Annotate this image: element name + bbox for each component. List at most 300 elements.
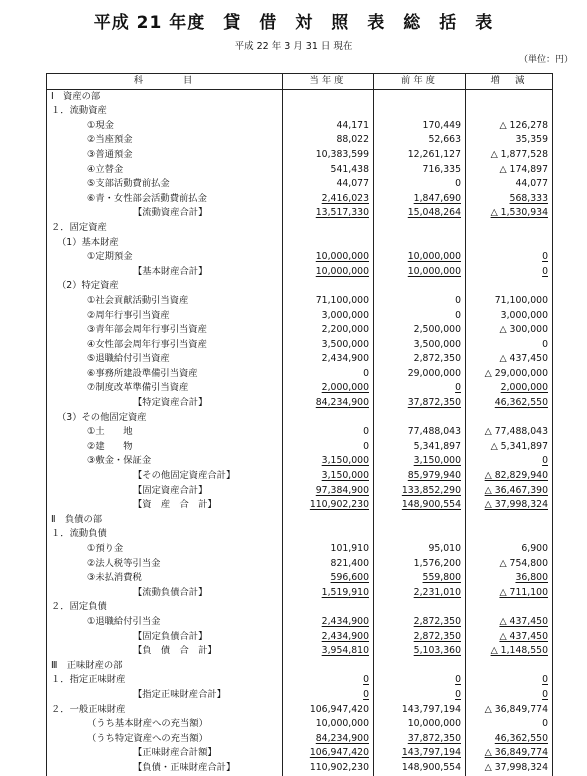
current-year-value [283,454,374,469]
change-value [466,206,553,221]
change-value-text: 46,362,550 [494,732,548,744]
current-year-value-text: 13,517,330 [315,207,369,219]
previous-year-value [374,163,466,178]
change-value-text: 2,000,000 [500,382,548,394]
change-value [466,265,553,280]
previous-year-value-text: 0 [455,688,461,700]
change-value-text: 0 [542,338,548,350]
current-year-value [283,119,374,134]
previous-year-value-text: 0 [455,178,461,190]
account-label: 【負 債 合 計】 [47,644,283,659]
current-year-value [283,513,374,528]
current-year-value-text: 44,077 [336,178,369,190]
previous-year-value [374,119,466,134]
table-row [47,557,553,572]
change-value [466,425,553,440]
account-label: 【特定資産合計】 [47,396,283,411]
change-value [466,469,553,484]
previous-year-value [374,600,466,615]
previous-year-value-text: 148,900,554 [401,499,461,511]
table-row [47,717,553,732]
account-label: ③敷金・保証金 [47,454,283,469]
table-row [47,236,553,251]
change-value [466,381,553,396]
change-value [466,688,553,703]
previous-year-value-text: 3,500,000 [413,338,461,350]
current-year-value-text: 0 [363,426,369,438]
change-value-text: 71,100,000 [494,294,548,306]
account-label: ⑤退職給付引当資産 [47,352,283,367]
change-value [466,586,553,601]
current-year-value [283,571,374,586]
account-label: 【固定負債合計】 [47,630,283,645]
account-label: （1）基本財産 [47,236,283,251]
previous-year-value [374,206,466,221]
change-value [466,338,553,353]
current-year-value [283,761,374,776]
previous-year-value [374,673,466,688]
account-label: 【流動負債合計】 [47,586,283,601]
table-row [47,673,553,688]
document-date: 平成 22 年 3 月 31 日 現在 [234,41,353,52]
account-label: （2）特定資産 [47,279,283,294]
previous-year-value [374,309,466,324]
previous-year-value-text: 0 [455,309,461,321]
table-row [47,250,553,265]
table-row [47,513,553,528]
table-row [47,352,553,367]
previous-year-value-text: 2,872,350 [413,615,461,627]
account-label: ③未払消費税 [47,571,283,586]
change-value [466,352,553,367]
change-value-text: 36,800 [515,572,548,584]
previous-year-value-text: 37,872,350 [407,397,461,409]
change-value [466,659,553,674]
table-row [47,206,553,221]
current-year-value-text: 101,910 [330,543,369,554]
current-year-value-text: 3,500,000 [321,338,369,350]
previous-year-value [374,513,466,528]
previous-year-value [374,89,466,104]
previous-year-value [374,265,466,280]
previous-year-value [374,104,466,119]
change-value-text: △ 437,450 [499,353,548,365]
current-year-value [283,717,374,732]
previous-year-value-text: 37,872,350 [407,732,461,744]
change-value [466,396,553,411]
current-year-value [283,250,374,265]
table-row [47,688,553,703]
change-value [466,746,553,761]
change-value-text: 6,900 [521,543,548,554]
current-year-value [283,586,374,601]
change-value [466,440,553,455]
current-year-value [283,440,374,455]
current-year-value [283,732,374,747]
header-previous-year: 前年度 [374,74,466,90]
current-year-value-text: 10,000,000 [315,718,369,730]
table-row [47,221,553,236]
change-value [466,367,553,382]
account-label: ２．固定負債 [47,600,283,615]
table-row [47,148,553,163]
previous-year-value [374,352,466,367]
account-label: Ⅲ 正味財産の部 [47,659,283,674]
change-value-text: 0 [542,718,548,730]
previous-year-value [374,411,466,426]
previous-year-value [374,484,466,499]
current-year-value [283,367,374,382]
previous-year-value [374,323,466,338]
change-value [466,279,553,294]
current-year-value-text: 0 [363,440,369,452]
change-value [466,571,553,586]
table-row [47,630,553,645]
previous-year-value-text: 29,000,000 [407,367,461,379]
current-year-value [283,673,374,688]
header-current-year: 当年度 [283,74,374,90]
table-row [47,265,553,280]
change-value-text: △ 1,530,934 [490,207,548,219]
account-label: ②当座預金 [47,133,283,148]
change-value-text: △ 77,488,043 [484,426,548,438]
previous-year-value [374,615,466,630]
account-label: Ⅱ 負債の部 [47,513,283,528]
current-year-value-text: 2,434,900 [321,615,369,627]
table-row [47,133,553,148]
change-value [466,323,553,338]
change-value [466,484,553,499]
previous-year-value [374,527,466,542]
current-year-value [283,425,374,440]
current-year-value-text: 44,171 [336,119,369,131]
current-year-value-text: 2,200,000 [321,324,369,336]
current-year-value [283,688,374,703]
previous-year-value-text: 1,847,690 [413,192,461,204]
previous-year-value-text: 143,797,194 [401,703,461,715]
table-row [47,659,553,674]
current-year-value [283,484,374,499]
current-year-value [283,498,374,513]
change-value [466,513,553,528]
account-label: ⑥青・女性部会活動費前払金 [47,192,283,207]
previous-year-value [374,425,466,440]
previous-year-value-text: 170,449 [422,119,461,131]
current-year-value-text: 84,234,900 [315,732,369,744]
previous-year-value-text: 716,335 [422,163,461,175]
account-label: 【流動資産合計】 [47,206,283,221]
change-value [466,703,553,718]
previous-year-value [374,761,466,776]
table-row [47,309,553,324]
previous-year-value [374,630,466,645]
table-row [47,104,553,119]
previous-year-value [374,571,466,586]
table-row [47,411,553,426]
previous-year-value-text: 12,261,127 [407,148,461,160]
previous-year-value-text: 77,488,043 [407,426,461,438]
account-label: 【資 産 合 計】 [47,498,283,513]
balance-sheet-table [46,73,553,776]
change-value [466,454,553,469]
previous-year-value [374,659,466,674]
current-year-value-text: 2,416,023 [321,192,369,204]
previous-year-value-text: 133,852,290 [401,484,461,496]
change-value-text: △ 754,800 [499,557,548,569]
current-year-value-text: 88,022 [336,134,369,146]
change-value-text: 3,000,000 [500,309,548,321]
account-label: （3）その他固定資産 [47,411,283,426]
current-year-value [283,89,374,104]
current-year-value [283,104,374,119]
previous-year-value [374,732,466,747]
current-year-value [283,527,374,542]
previous-year-value [374,454,466,469]
previous-year-value [374,148,466,163]
change-value [466,133,553,148]
current-year-value-text: 0 [363,688,369,700]
current-year-value [283,294,374,309]
account-label: ④女性部会周年行事引当資産 [47,338,283,353]
change-value-text: △ 5,341,897 [490,440,548,452]
previous-year-value [374,279,466,294]
previous-year-value [374,703,466,718]
table-row [47,294,553,309]
table-row [47,498,553,513]
account-label: ①土 地 [47,425,283,440]
table-row [47,571,553,586]
current-year-value [283,206,374,221]
previous-year-value [374,746,466,761]
change-value-text: 44,077 [515,178,548,190]
previous-year-value-text: 0 [455,674,461,686]
account-label: ２．固定資産 [47,221,283,236]
previous-year-value-text: 95,010 [428,543,461,554]
change-value [466,615,553,630]
account-label: （うち特定資産への充当額） [47,732,283,747]
account-label: ①退職給付引当金 [47,615,283,630]
previous-year-value-text: 15,048,264 [407,207,461,219]
change-value [466,104,553,119]
current-year-value-text: 84,234,900 [315,397,369,409]
current-year-value-text: 106,947,420 [309,747,369,759]
previous-year-value [374,498,466,513]
current-year-value-text: 71,100,000 [315,294,369,306]
current-year-value [283,163,374,178]
change-value [466,644,553,659]
previous-year-value-text: 2,500,000 [413,324,461,336]
current-year-value [283,192,374,207]
current-year-value-text: 821,400 [330,557,369,569]
account-label: １．指定正味財産 [47,673,283,688]
table-row [47,177,553,192]
previous-year-value-text: 148,900,554 [401,761,461,773]
current-year-value [283,644,374,659]
current-year-value [283,600,374,615]
current-year-value-text: 110,902,230 [309,761,369,773]
current-year-value-text: 0 [363,367,369,379]
current-year-value [283,338,374,353]
table-row [47,586,553,601]
current-year-value [283,177,374,192]
current-year-value-text: 10,000,000 [315,265,369,277]
change-value [466,294,553,309]
account-label: 【正味財産合計額】 [47,746,283,761]
account-label: ②建 物 [47,440,283,455]
change-value-text: △ 1,877,528 [490,148,548,160]
current-year-value-text: 97,384,900 [315,484,369,496]
table-row [47,746,553,761]
current-year-value-text: 3,000,000 [321,309,369,321]
current-year-value [283,236,374,251]
account-label: ③青年部会周年行事引当資産 [47,323,283,338]
current-year-value [283,411,374,426]
account-label: ⑦制度改革準備引当資産 [47,381,283,396]
previous-year-value [374,586,466,601]
previous-year-value [374,440,466,455]
table-row [47,644,553,659]
header-account: 科 目 [47,74,283,90]
current-year-value-text: 541,438 [330,163,369,175]
current-year-value-text: 106,947,420 [309,703,369,715]
previous-year-value-text: 559,800 [422,572,461,584]
table-row [47,600,553,615]
change-value-text: △ 29,000,000 [484,367,548,379]
current-year-value-text: 10,000,000 [315,251,369,263]
change-value-text: 568,333 [509,192,548,204]
account-label: 【指定正味財産合計】 [47,688,283,703]
table-row [47,761,553,776]
change-value [466,717,553,732]
change-value-text: 0 [542,265,548,277]
current-year-value-text: 1,519,910 [321,586,369,598]
previous-year-value-text: 0 [455,382,461,394]
table-row [47,469,553,484]
account-label: ⑤支部活動費前払金 [47,177,283,192]
table-row [47,89,553,104]
table-row [47,279,553,294]
change-value [466,119,553,134]
current-year-value [283,630,374,645]
previous-year-value-text: 52,663 [428,134,461,146]
change-value-text: △ 36,849,774 [484,703,548,715]
table-row [47,703,553,718]
table-row [47,163,553,178]
change-value-text: 0 [542,455,548,467]
change-value [466,221,553,236]
account-label: 【固定資産合計】 [47,484,283,499]
table-row [47,396,553,411]
previous-year-value [374,396,466,411]
previous-year-value-text: 10,000,000 [407,251,461,263]
previous-year-value [374,644,466,659]
change-value-text: △ 174,897 [499,163,548,175]
account-label: Ⅰ 資産の部 [47,89,283,104]
account-label: 【負債・正味財産合計】 [47,761,283,776]
previous-year-value-text: 1,576,200 [413,557,461,569]
previous-year-value [374,557,466,572]
table-body [47,89,553,775]
change-value [466,542,553,557]
current-year-value [283,615,374,630]
account-label: 【その他固定資産合計】 [47,469,283,484]
table-row [47,527,553,542]
table-row [47,381,553,396]
table-row [47,440,553,455]
table-row [47,338,553,353]
table-row [47,732,553,747]
current-year-value [283,309,374,324]
previous-year-value-text: 5,341,897 [413,440,461,452]
current-year-value [283,323,374,338]
previous-year-value-text: 0 [455,294,461,306]
change-value-text: 0 [542,251,548,263]
previous-year-value [374,381,466,396]
account-label: ①社会貢献活動引当資産 [47,294,283,309]
current-year-value [283,557,374,572]
account-label: １．流動資産 [47,104,283,119]
account-label: ２．一般正味財産 [47,703,283,718]
current-year-value-text: 2,000,000 [321,382,369,394]
table-row [47,454,553,469]
previous-year-value-text: 2,872,350 [413,630,461,642]
previous-year-value [374,338,466,353]
previous-year-value [374,542,466,557]
change-value-text: 0 [542,674,548,686]
previous-year-value [374,688,466,703]
previous-year-value-text: 143,797,194 [401,747,461,759]
current-year-value-text: 2,434,900 [321,353,369,365]
table-row [47,367,553,382]
change-value-text: △ 300,000 [499,324,548,336]
previous-year-value [374,221,466,236]
account-label: ③普通預金 [47,148,283,163]
change-value [466,236,553,251]
change-value [466,309,553,324]
change-value-text: 46,362,550 [494,397,548,409]
previous-year-value [374,469,466,484]
table-row [47,542,553,557]
current-year-value [283,133,374,148]
current-year-value [283,469,374,484]
current-year-value [283,396,374,411]
change-value [466,148,553,163]
change-value-text: △ 437,450 [499,615,548,627]
current-year-value-text: 2,434,900 [321,630,369,642]
change-value-text: △ 711,100 [499,586,548,598]
header-change: 増 減 [466,74,553,90]
previous-year-value [374,192,466,207]
account-label: ①定期預金 [47,250,283,265]
previous-year-value-text: 10,000,000 [407,265,461,277]
change-value-text: △ 36,849,774 [484,747,548,759]
previous-year-value [374,236,466,251]
change-value [466,673,553,688]
account-label: ①預り金 [47,542,283,557]
change-value [466,89,553,104]
previous-year-value-text: 2,872,350 [413,353,461,365]
current-year-value-text: 110,902,230 [309,499,369,511]
change-value [466,498,553,513]
account-label: （うち基本財産への充当額） [47,717,283,732]
change-value-text: 35,359 [515,134,548,146]
previous-year-value-text: 3,150,000 [413,455,461,467]
current-year-value [283,265,374,280]
previous-year-value [374,294,466,309]
previous-year-value [374,717,466,732]
table-row [47,192,553,207]
current-year-value-text: 10,383,599 [315,148,369,160]
